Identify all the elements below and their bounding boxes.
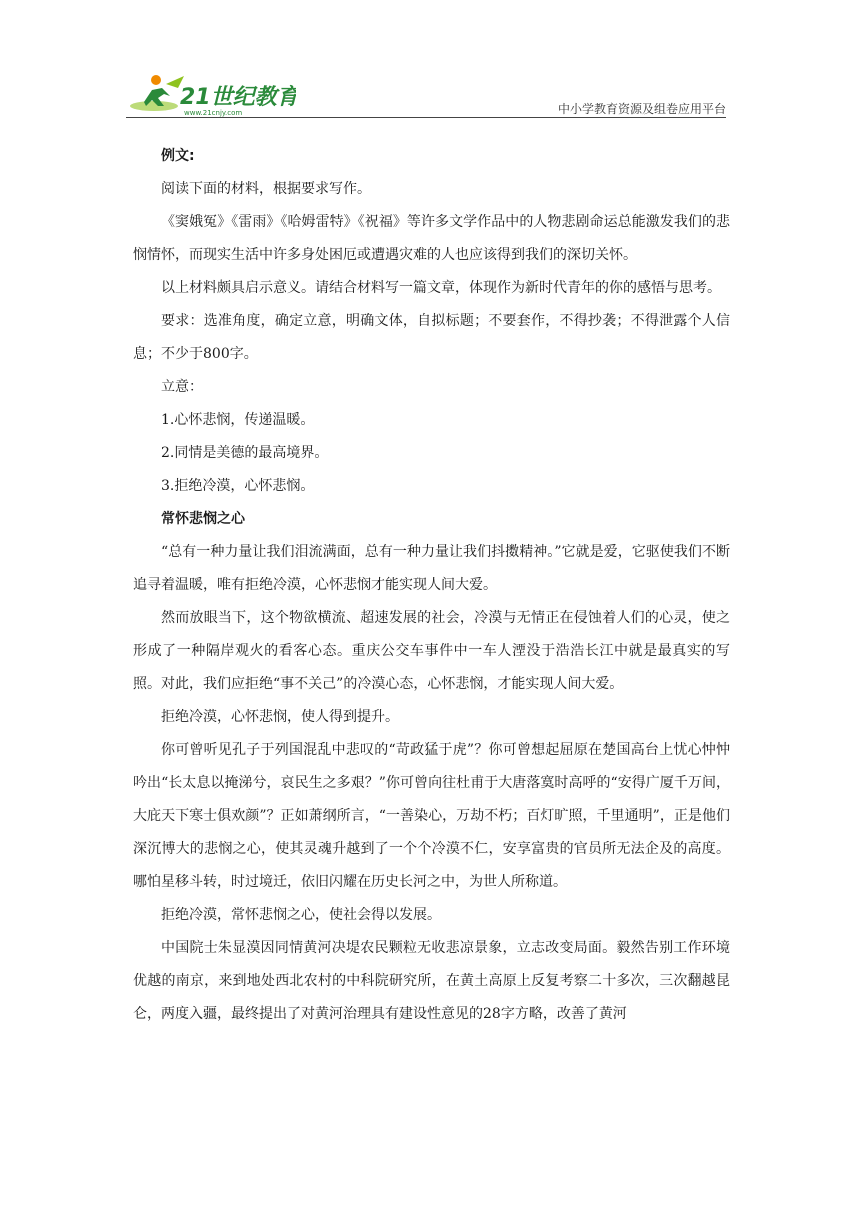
page-header: [126, 62, 726, 118]
theme-item: 2.同情是美德的最高境界。: [161, 445, 329, 461]
essay-paragraph: 然而放眼当下，这个物欲横流、超速发展的社会，冷漠与无情正在侵蚀着人们的心灵，使之形成了一种隔岸观火的看客心态。重庆公交车事件中一车人湮没于浩浩长江中就是最真实的写照。对此，我们应拒绝“事不关己”的冷漠心态，心怀悲悯，才能实现人间大爱。: [133, 610, 730, 692]
essay-title: 常怀悲悯之心: [161, 511, 245, 527]
runner-logo-icon: [126, 72, 296, 118]
essay-paragraph: 你可曾听见孔子于列国混乱中悲叹的“苛政猛于虎”？你可曾想起屈原在楚国高台上忧心忡忡吟出“长太息以掩涕兮，哀民生之多艰？”你可曾向往杜甫于大唐落寞时高呼的“安得广厦千万间，大庇天下寒士俱欢颜”？正如萧纲所言，“一善染心，万劫不朽；百灯旷照，千里通明”，正是他们深沉博大的悲悯之心，使其灵魂升越到了一个个冷漠不仁，安享富贵的官员所无法企及的高度。哪怕星移斗转，时过境迁，依旧闪耀在历史长河之中，为世人所称道。: [133, 742, 730, 890]
requirements-text: 要求：选准角度，确定立意，明确文体，自拟标题；不要套作，不得抄袭；不得泄露个人信息；不少于800字。: [133, 313, 730, 362]
prompt-text: 以上材料颇具启示意义。请结合材料写一篇文章，体现作为新时代青年的你的感悟与思考。: [161, 280, 721, 296]
theme-item: 3.拒绝冷漠，心怀悲悯。: [161, 478, 315, 494]
header-rule: [126, 117, 726, 118]
instruction-text: 阅读下面的材料，根据要求写作。: [161, 181, 371, 197]
essay-paragraph: 拒绝冷漠，心怀悲悯，使人得到提升。: [161, 709, 399, 725]
header-tagline: 中小学教育资源及组卷应用平台: [557, 102, 726, 116]
theme-label: 立意：: [161, 379, 203, 395]
logo: [126, 72, 296, 118]
example-label: 例文:: [161, 148, 195, 164]
essay-paragraph: 拒绝冷漠，常怀悲悯之心，使社会得以发展。: [161, 907, 441, 923]
material-text: 《窦娥冤》《雷雨》《哈姆雷特》《祝福》等许多文学作品中的人物悲剧命运总能激发我们的悲悯情怀，而现实生活中许多身处困厄或遭遇灾难的人也应该得到我们的深切关怀。: [133, 214, 730, 263]
theme-item: 1.心怀悲悯，传递温暖。: [161, 412, 315, 428]
essay-paragraph: “总有一种力量让我们泪流满面，总有一种力量让我们抖擞精神。”它就是爱，它驱使我们不断追寻着温暖，唯有拒绝冷漠，心怀悲悯才能实现人间大爱。: [133, 544, 730, 593]
essay-paragraph: 中国院士朱显漠因同情黄河决堤农民颗粒无收悲凉景象，立志改变局面。毅然告别工作环境优越的南京，来到地处西北农村的中科院研究所，在黄土高原上反复考察二十多次，三次翻越昆仑，两度入疆，最终提出了对黄河治理具有建设性意见的28字方略，改善了黄河: [133, 940, 730, 1022]
logo-url-text: www.21cnjy.com: [184, 109, 243, 117]
logo-text: 21世纪教育: [180, 85, 296, 110]
document-body: [133, 140, 730, 1031]
